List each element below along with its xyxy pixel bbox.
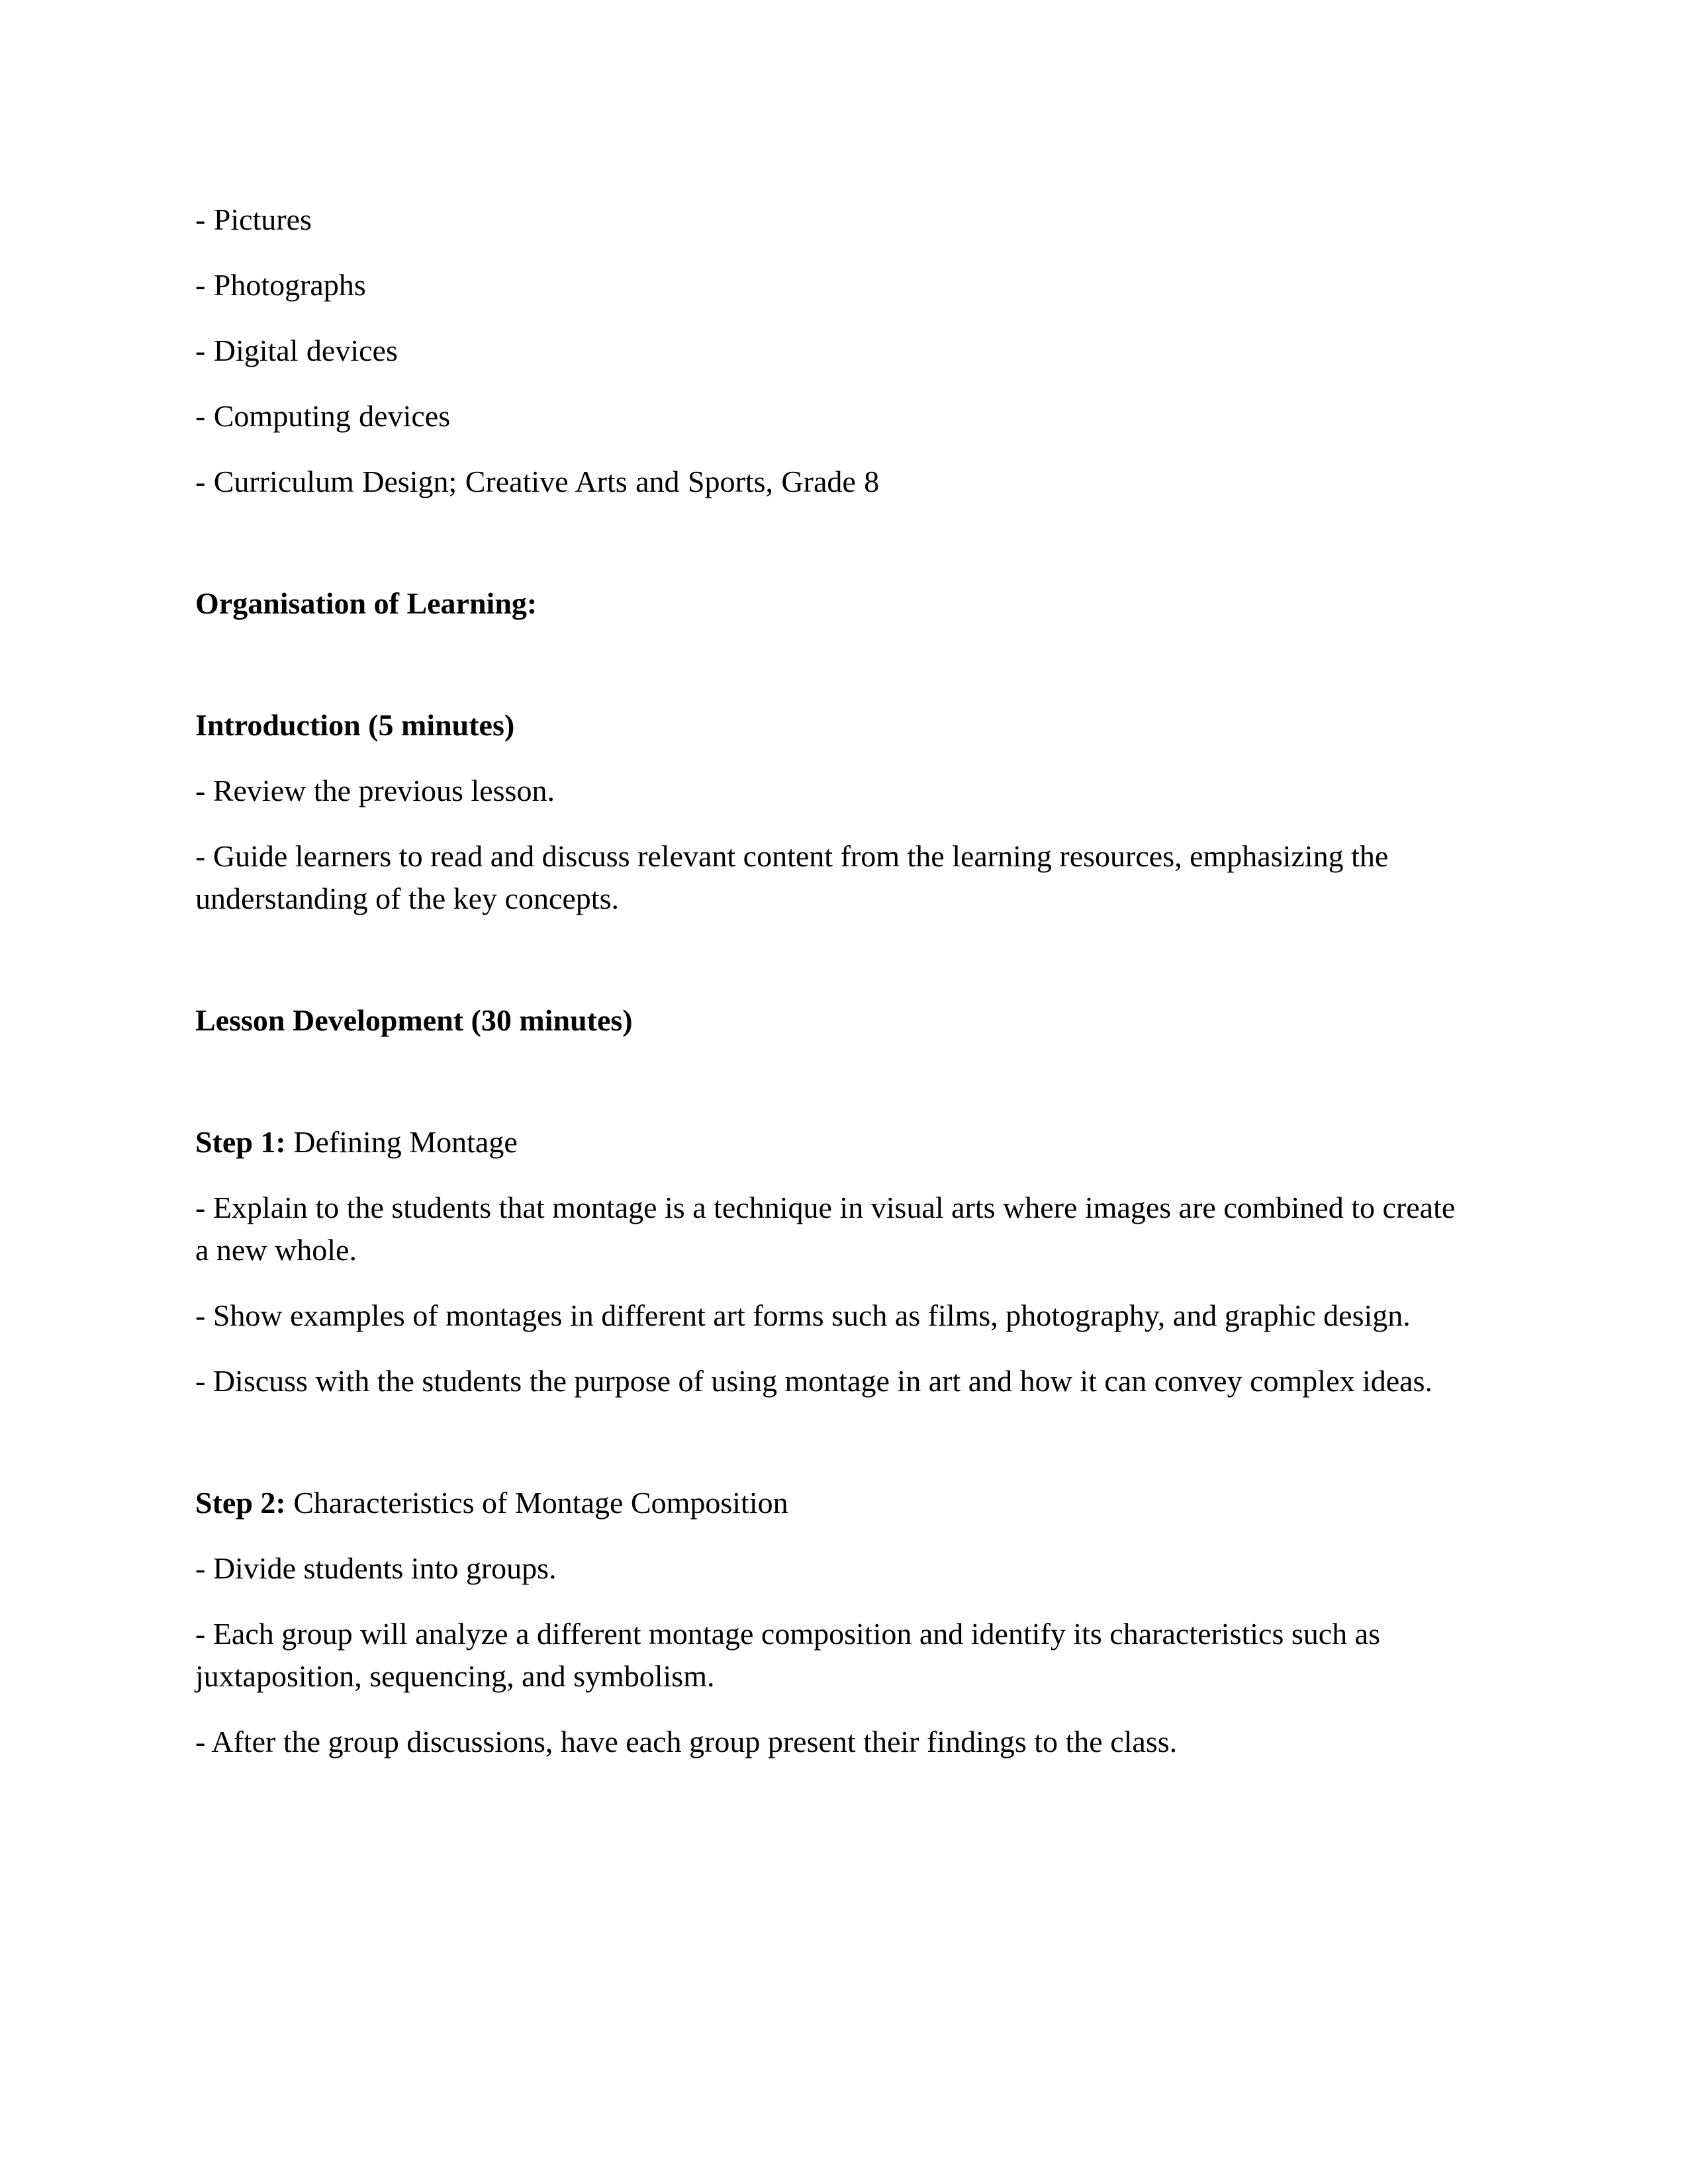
lesson-development-heading: Lesson Development (30 minutes) bbox=[195, 1003, 633, 1037]
learning-resources-list bbox=[195, 199, 1476, 503]
list-item: - Curriculum Design; Creative Arts and Sports, Grade 8 bbox=[195, 465, 880, 498]
section-spacer bbox=[195, 1426, 1476, 1482]
step-2-label: Step 2: bbox=[195, 1486, 286, 1520]
introduction-bullet: - Guide learners to read and discuss relevant content from the learning resources, emphasizing the understanding of the key concepts. bbox=[195, 839, 1389, 915]
list-item: - Digital devices bbox=[195, 334, 398, 367]
step-1-label: Step 1: bbox=[195, 1125, 286, 1159]
step-2-bullet: - Divide students into groups. bbox=[195, 1551, 557, 1585]
introduction-heading: Introduction (5 minutes) bbox=[195, 708, 515, 742]
step-1-bullet: - Explain to the students that montage is a technique in visual arts where images are combined to create a new whole. bbox=[195, 1191, 1456, 1267]
step-2-bullet: - After the group discussions, have each group present their findings to the class. bbox=[195, 1725, 1178, 1758]
list-item: - Computing devices bbox=[195, 399, 451, 433]
step-2-title-text: Characteristics of Montage Composition bbox=[285, 1486, 788, 1520]
step-1-bullet: - Show examples of montages in different art forms such as films, photography, and graphic design. bbox=[195, 1298, 1411, 1332]
step-1-bullet: - Discuss with the students the purpose of using montage in art and how it can convey complex ideas. bbox=[195, 1364, 1432, 1398]
step-1-title bbox=[195, 1121, 1476, 1163]
list-item: - Pictures bbox=[195, 203, 312, 236]
organisation-of-learning-heading: Organisation of Learning: bbox=[195, 586, 538, 620]
section-spacer bbox=[195, 526, 1476, 582]
section-spacer bbox=[195, 943, 1476, 999]
section-spacer bbox=[195, 1065, 1476, 1121]
step-2-bullet: - Each group will analyze a different montage composition and identify its characteristics such as juxtaposition, sequencing, and symbolism. bbox=[195, 1617, 1381, 1693]
list-item: - Photographs bbox=[195, 268, 366, 302]
introduction-bullet: - Review the previous lesson. bbox=[195, 774, 555, 807]
document-body bbox=[195, 199, 1476, 1763]
section-spacer bbox=[195, 648, 1476, 704]
step-1-title-text: Defining Montage bbox=[285, 1125, 518, 1159]
step-2-title bbox=[195, 1482, 1476, 1524]
